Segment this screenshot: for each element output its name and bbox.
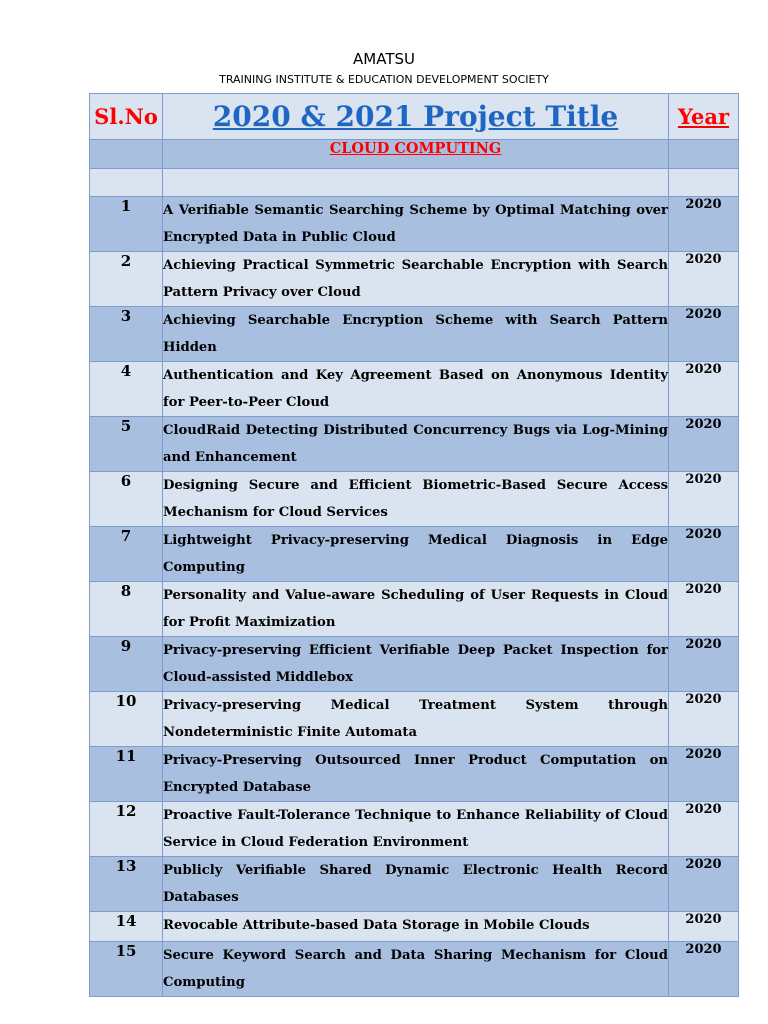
row-title: Authentication and Key Agreement Based on Anonymous Identity for Peer-to-Peer Cloud	[163, 362, 669, 417]
row-number: 11	[90, 747, 163, 802]
blank-cell	[669, 169, 739, 197]
row-number: 8	[90, 582, 163, 637]
category-row	[90, 140, 739, 169]
row-number: 9	[90, 637, 163, 692]
row-number: 10	[90, 692, 163, 747]
table-row	[90, 802, 739, 857]
row-year: 2020	[669, 472, 739, 527]
table-header-row	[90, 94, 739, 140]
row-number: 12	[90, 802, 163, 857]
row-year: 2020	[669, 252, 739, 307]
row-year: 2020	[669, 747, 739, 802]
table-row	[90, 472, 739, 527]
row-title: CloudRaid Detecting Distributed Concurrency Bugs via Log-Mining and Enhancement	[163, 417, 669, 472]
table-row	[90, 692, 739, 747]
row-year: 2020	[669, 857, 739, 912]
row-title: Lightweight Privacy-preserving Medical Diagnosis in Edge Computing	[163, 527, 669, 582]
table-row	[90, 252, 739, 307]
row-number: 1	[90, 197, 163, 252]
row-title: Privacy-preserving Medical Treatment System through Nondeterministic Finite Automata	[163, 692, 669, 747]
row-number: 4	[90, 362, 163, 417]
year-column-header: Year	[669, 94, 739, 140]
row-year: 2020	[669, 582, 739, 637]
table-row	[90, 197, 739, 252]
blank-cell	[90, 169, 163, 197]
row-title: Proactive Fault-Tolerance Technique to Enhance Reliability of Cloud Service in Cloud Federation Environment	[163, 802, 669, 857]
row-number: 3	[90, 307, 163, 362]
row-year: 2020	[669, 417, 739, 472]
table-row	[90, 307, 739, 362]
row-number: 14	[90, 912, 163, 942]
table-row	[90, 527, 739, 582]
row-number: 15	[90, 942, 163, 997]
row-title: Revocable Attribute-based Data Storage in Mobile Clouds	[163, 912, 669, 942]
org-subtitle: TRAINING INSTITUTE & EDUCATION DEVELOPMENT SOCIETY	[219, 73, 549, 86]
table-row	[90, 637, 739, 692]
row-title: Privacy-Preserving Outsourced Inner Product Computation on Encrypted Database	[163, 747, 669, 802]
org-name: AMATSU	[353, 50, 415, 68]
row-title: A Verifiable Semantic Searching Scheme by Optimal Matching over Encrypted Data in Public Cloud	[163, 197, 669, 252]
category-label: CLOUD COMPUTING	[163, 140, 669, 169]
title-column-header: 2020 & 2021 Project Title	[163, 94, 669, 140]
table-row	[90, 417, 739, 472]
slno-column-header: Sl.No	[90, 94, 163, 140]
row-year: 2020	[669, 692, 739, 747]
row-year: 2020	[669, 912, 739, 942]
row-year: 2020	[669, 527, 739, 582]
row-title: Achieving Practical Symmetric Searchable Encryption with Search Pattern Privacy over Cloud	[163, 252, 669, 307]
blank-row	[90, 169, 739, 197]
row-number: 6	[90, 472, 163, 527]
row-number: 5	[90, 417, 163, 472]
row-number: 7	[90, 527, 163, 582]
row-title: Secure Keyword Search and Data Sharing Mechanism for Cloud Computing	[163, 942, 669, 997]
table-row	[90, 362, 739, 417]
row-year: 2020	[669, 197, 739, 252]
row-year: 2020	[669, 942, 739, 997]
project-table	[89, 93, 739, 997]
table-row	[90, 582, 739, 637]
row-number: 13	[90, 857, 163, 912]
blank-cell	[163, 169, 669, 197]
table-row	[90, 857, 739, 912]
row-year: 2020	[669, 362, 739, 417]
table-row	[90, 747, 739, 802]
category-cell-empty	[669, 140, 739, 169]
row-title: Privacy-preserving Efficient Verifiable Deep Packet Inspection for Cloud-assisted Middlebox	[163, 637, 669, 692]
row-year: 2020	[669, 802, 739, 857]
table-row	[90, 912, 739, 942]
row-year: 2020	[669, 637, 739, 692]
table-row	[90, 942, 739, 997]
row-title: Designing Secure and Efficient Biometric-Based Secure Access Mechanism for Cloud Services	[163, 472, 669, 527]
row-year: 2020	[669, 307, 739, 362]
category-cell-empty	[90, 140, 163, 169]
row-title: Personality and Value-aware Scheduling of User Requests in Cloud for Profit Maximization	[163, 582, 669, 637]
row-title: Achieving Searchable Encryption Scheme with Search Pattern Hidden	[163, 307, 669, 362]
row-title: Publicly Verifiable Shared Dynamic Electronic Health Record Databases	[163, 857, 669, 912]
row-number: 2	[90, 252, 163, 307]
